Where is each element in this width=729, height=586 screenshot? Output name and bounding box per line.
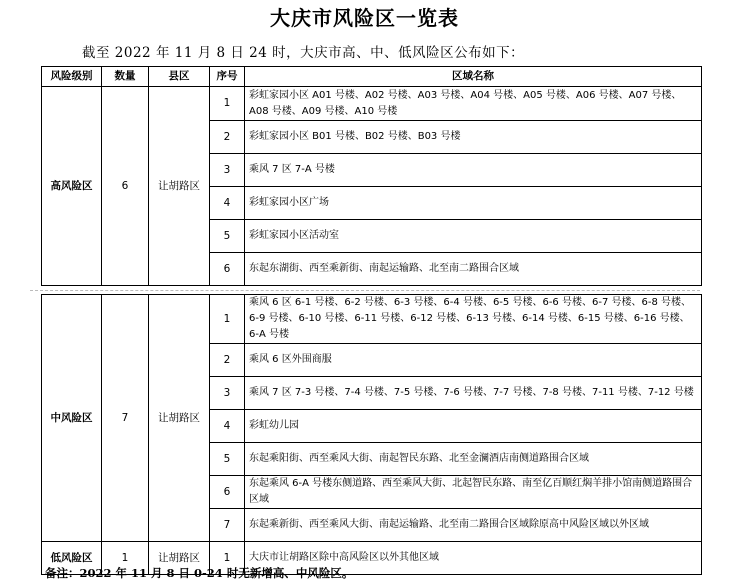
risk-table-medium-low [41,294,702,575]
high-risk-level: 高风险区 [42,87,102,286]
page-title: 大庆市风险区一览表 [270,6,459,30]
seq-cell: 2 [210,121,245,154]
seq-cell: 3 [210,154,245,187]
low-risk-count: 1 [102,542,149,575]
header-seq: 序号 [210,67,245,87]
seq-cell: 2 [210,344,245,377]
high-risk-count: 6 [102,87,149,286]
area-cell: 彩虹家园小区 B01 号楼、B02 号楼、B03 号楼 [245,121,702,154]
medium-risk-count: 7 [102,295,149,542]
area-cell: 彩虹家园小区活动室 [245,220,702,253]
area-cell: 东起乘新街、西至乘风大街、南起运输路、北至南二路围合区域除原高中风险区域以外区域 [245,509,702,542]
seq-cell: 5 [210,443,245,476]
seq-cell: 4 [210,410,245,443]
table-row [42,87,702,121]
header-area: 区域名称 [245,67,702,87]
area-cell: 彩虹幼儿园 [245,410,702,443]
seq-cell: 1 [210,295,245,344]
seq-cell: 1 [210,542,245,575]
area-cell: 东起乘阳街、西至乘风大街、南起智民东路、北至金澜酒店南侧道路围合区域 [245,443,702,476]
table-row [42,295,702,344]
area-cell: 乘风 7 区 7-3 号楼、7-4 号楼、7-5 号楼、7-6 号楼、7-7 号楼、7-8 号楼、7-11 号楼、7-12 号楼 [245,377,702,410]
risk-table-high [41,66,702,286]
area-cell: 彩虹家园小区 A01 号楼、A02 号楼、A03 号楼、A04 号楼、A05 号楼、A06 号楼、A07 号楼、A08 号楼、A09 号楼、A10 号楼 [245,87,702,121]
header-count: 数量 [102,67,149,87]
header-district: 县区 [149,67,210,87]
seq-cell: 4 [210,187,245,220]
low-risk-district: 让胡路区 [149,542,210,575]
seq-cell: 6 [210,253,245,286]
announcement-intro: 截至 2022 年 11 月 8 日 24 时，大庆市高、中、低风险区公布如下： [82,45,525,61]
medium-risk-level: 中风险区 [42,295,102,542]
page-break-divider [30,290,700,291]
seq-cell: 3 [210,377,245,410]
area-cell: 乘风 6 区外围商服 [245,344,702,377]
seq-cell: 6 [210,476,245,509]
area-cell: 乘风 7 区 7-A 号楼 [245,154,702,187]
area-cell: 东起乘风 6-A 号楼东侧道路、西至乘风大街、北起智民东路、南至亿百顺红焖羊排小馆南侧道路围合区域 [245,476,702,509]
seq-cell: 7 [210,509,245,542]
seq-cell: 1 [210,87,245,121]
footnote: 备注：2022 年 11 月 8 日 0-24 时无新增高、中风险区。 [45,566,354,580]
area-cell: 东起东湖街、西至乘新街、南起运输路、北至南二路围合区域 [245,253,702,286]
area-cell: 大庆市让胡路区除中高风险区以外其他区域 [245,542,702,575]
low-risk-level: 低风险区 [42,542,102,575]
medium-risk-district: 让胡路区 [149,295,210,542]
header-level: 风险级别 [42,67,102,87]
area-cell: 乘风 6 区 6-1 号楼、6-2 号楼、6-3 号楼、6-4 号楼、6-5 号楼、6-6 号楼、6-7 号楼、6-8 号楼、6-9 号楼、6-10 号楼、6-11 号楼、6-12 号楼、6-13 号楼、6-14 号楼、6-15 号楼、6-16 号楼、6-A 号楼 [245,295,702,344]
seq-cell: 5 [210,220,245,253]
area-cell: 彩虹家园小区广场 [245,187,702,220]
high-risk-district: 让胡路区 [149,87,210,286]
table-header-row [42,67,702,87]
